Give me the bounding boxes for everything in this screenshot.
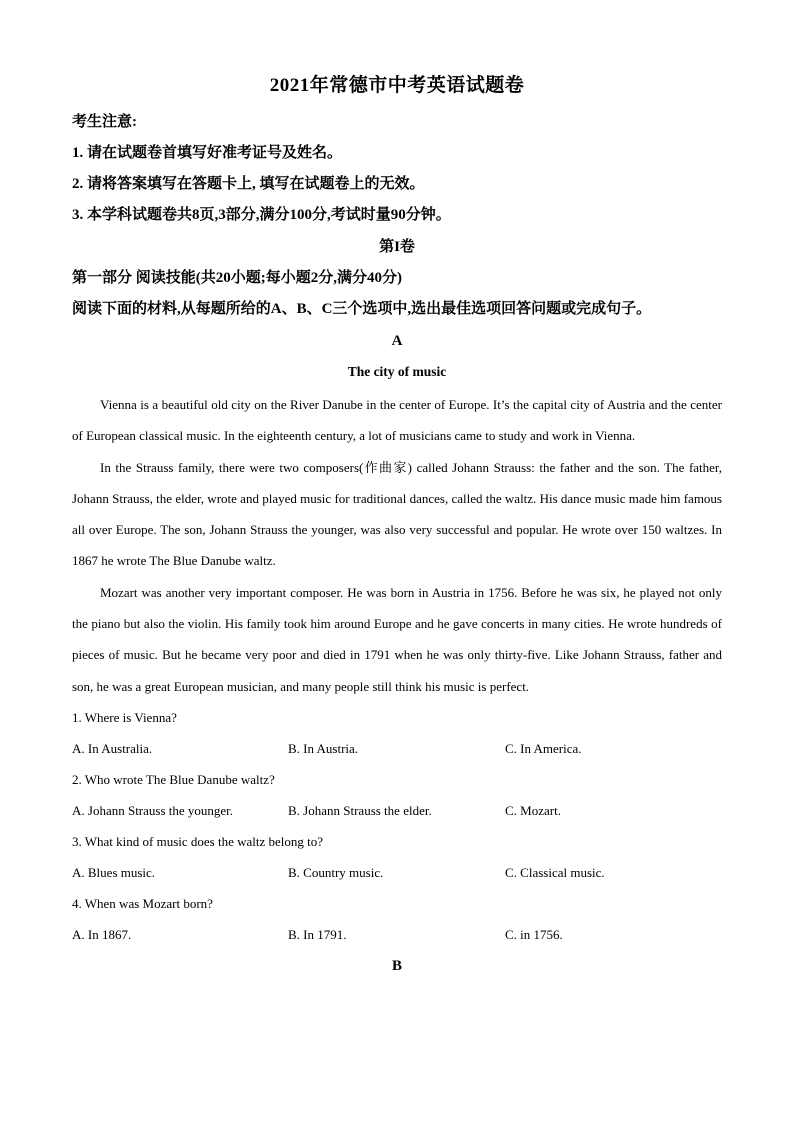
exam-title: 2021年常德市中考英语试题卷 [269, 75, 525, 96]
option-a: A. Blues music. [72, 864, 156, 880]
question-block [72, 826, 722, 888]
passage-title: The city of music [347, 364, 447, 379]
notice-block [72, 107, 722, 231]
volume-label: 第I卷 [379, 239, 415, 255]
question-block [72, 764, 722, 826]
question-stem: 2. Who wrote The Blue Danube waltz? [72, 771, 275, 787]
exam-page [72, 64, 722, 982]
question-options [72, 733, 722, 764]
question-block [72, 702, 722, 764]
option-b: B. In Austria. [288, 740, 359, 756]
option-a: A. In Australia. [72, 740, 153, 756]
option-c: C. In America. [505, 740, 582, 756]
question-block [72, 888, 722, 950]
notice-item: 2. 请将答案填写在答题卡上, 填写在试题卷上的无效。 [72, 176, 425, 192]
part-one-heading: 第一部分 阅读技能(共20小题;每小题2分,满分40分) [72, 270, 402, 286]
section-a-label: A [391, 333, 403, 349]
option-c: C. in 1756. [505, 926, 563, 942]
passage-paragraph: Vienna is a beautiful old city on the River Danube in the center of Europe. It’s the capital city of Austria and the center of European classical music. In the eighteenth century, a lot of musicians came to study and work in Vienna. [72, 397, 722, 444]
notice-item: 3. 本学科试题卷共8页,3部分,满分100分,考试时量90分钟。 [72, 207, 451, 223]
option-a: A. Johann Strauss the younger. [72, 802, 234, 818]
question-options [72, 795, 722, 826]
option-c: C. Classical music. [505, 864, 605, 880]
question-stem: 4. When was Mozart born? [72, 895, 213, 911]
notice-item: 1. 请在试题卷首填写好准考证号及姓名。 [72, 145, 343, 161]
question-options [72, 857, 722, 888]
part-one-instruction: 阅读下面的材料,从每题所给的A、B、C三个选项中,选出最佳选项回答问题或完成句子。 [72, 301, 652, 317]
option-c: C. Mozart. [505, 802, 561, 818]
section-b-label: B [391, 957, 402, 974]
passage-paragraph: In the Strauss family, there were two composers(作曲家) called Johann Strauss: the father and the son. The father, Johann Strauss, the elder, wrote and played music for traditional dances, called the waltz. His dance music made him famous all over Europe. The son, Johann Strauss the younger, was also very successful and popular. He wrote over 150 waltzes. In 1867 he wrote The Blue Danube waltz. [72, 459, 722, 569]
option-a: A. In 1867. [72, 926, 132, 942]
option-b: B. Johann Strauss the elder. [288, 802, 432, 818]
passage-paragraph: Mozart was another very important composer. He was born in Austria in 1756. Before he was six, he played not only the piano but also the violin. His family took him around Europe and he gave concerts in many cities. He wrote hundreds of pieces of music. But he became very poor and died in 1791 when he was only thirty-five. Like Johann Strauss, father and son, he was a great European musician, and many people still think his music is perfect. [72, 584, 722, 694]
question-options [72, 919, 722, 950]
question-stem: 3. What kind of music does the waltz belong to? [72, 833, 324, 849]
option-b: B. In 1791. [288, 926, 347, 942]
notice-heading: 考生注意: [72, 114, 137, 130]
question-stem: 1. Where is Vienna? [72, 709, 177, 725]
option-b: B. Country music. [288, 864, 384, 880]
